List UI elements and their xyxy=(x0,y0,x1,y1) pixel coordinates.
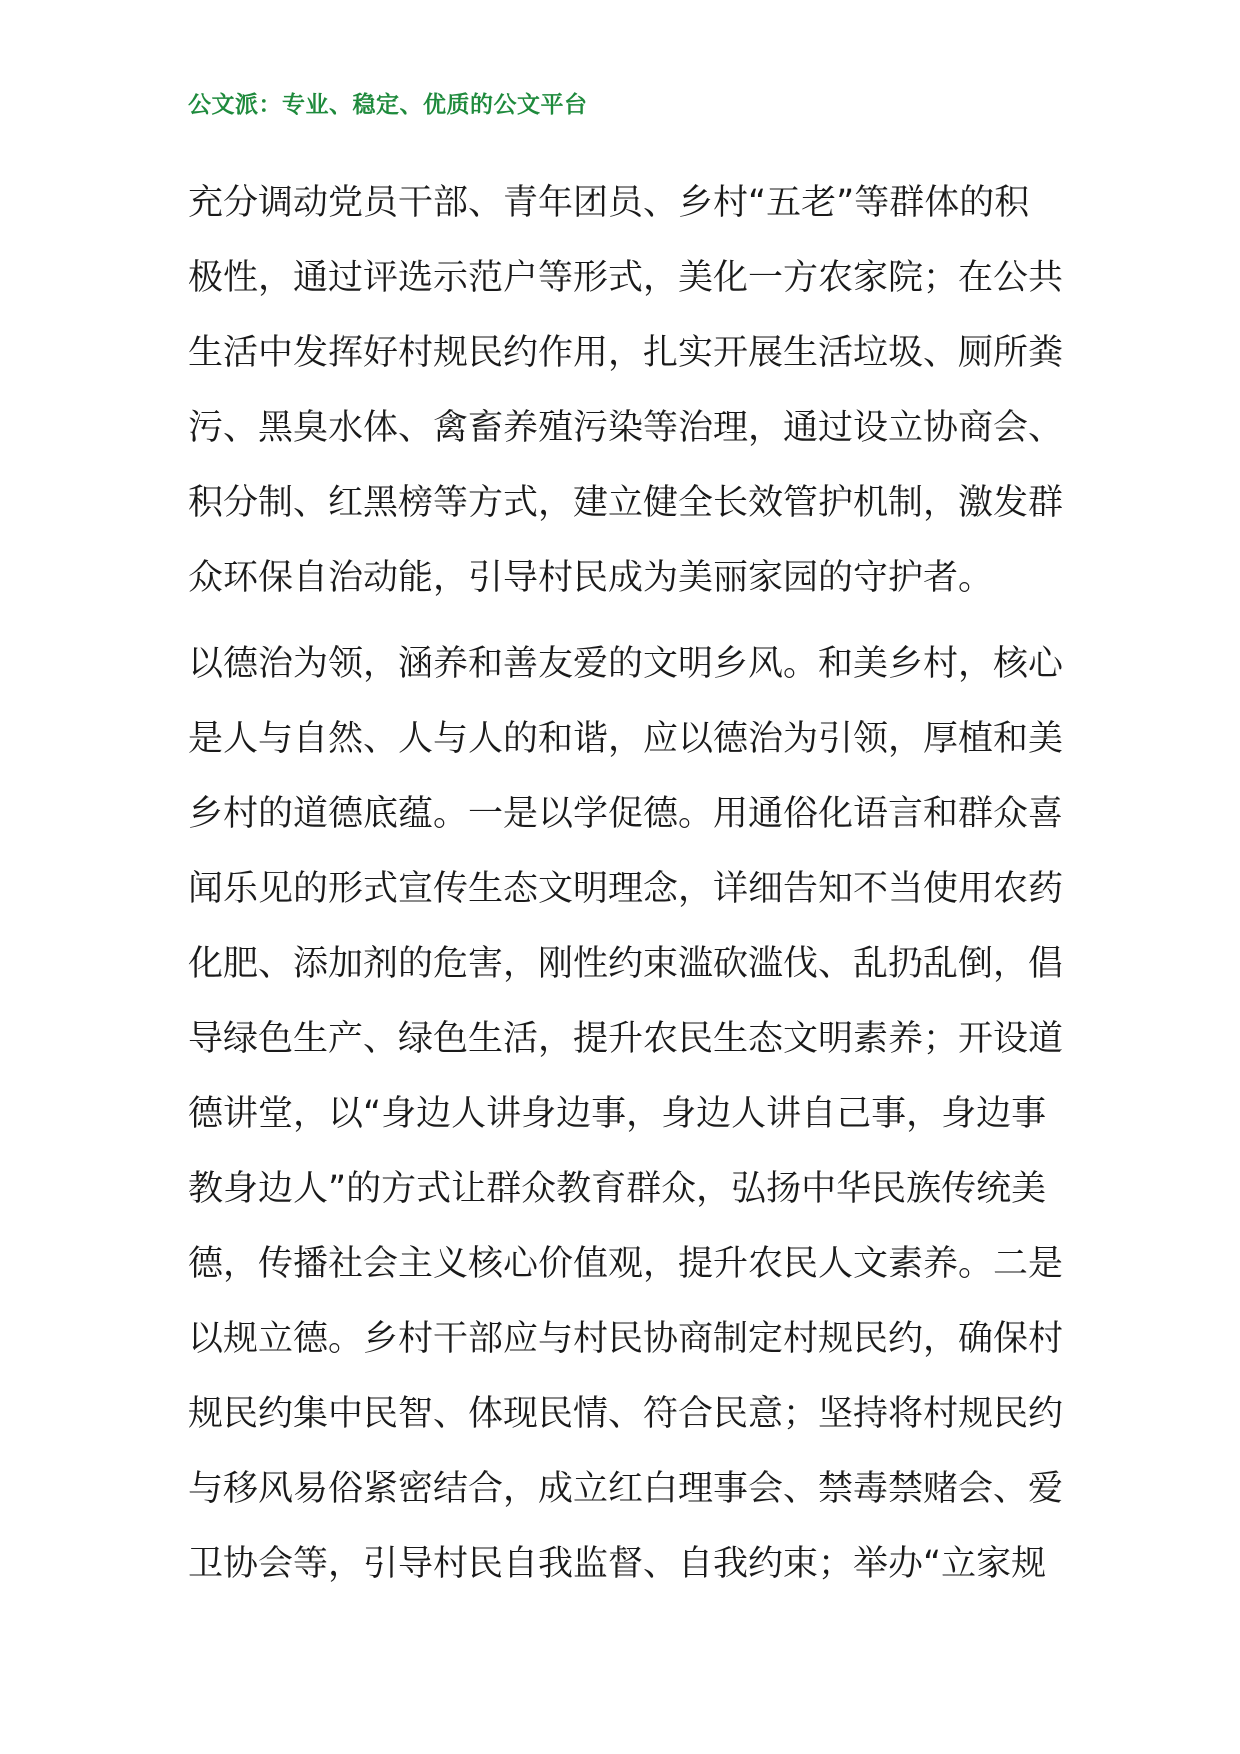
text-line: 与移风易俗紧密结合，成立红白理事会、禁毒禁赌会、爱 xyxy=(188,1469,1064,1509)
header-banner: 公文派：专业、稳定、优质的公文平台 xyxy=(188,92,588,118)
document-body xyxy=(188,166,1064,1602)
text-line: 众环保自治动能，引导村民成为美丽家园的守护者。 xyxy=(188,558,994,598)
text-line: 教身边人”的方式让群众教育群众，弘扬中华民族传统美 xyxy=(188,1169,1047,1209)
text-line: 污、黑臭水体、禽畜养殖污染等治理，通过设立协商会、 xyxy=(188,408,1064,448)
text-line: 德讲堂，以“身边人讲身边事，身边人讲自己事，身边事 xyxy=(188,1094,1047,1134)
paragraph-gap xyxy=(188,616,1054,627)
text-line: 积分制、红黑榜等方式，建立健全长效管护机制，激发群 xyxy=(188,483,1064,523)
text-line: 导绿色生产、绿色生活，提升农民生态文明素养；开设道 xyxy=(188,1019,1064,1059)
text-line: 充分调动党员干部、青年团员、乡村“五老”等群体的积 xyxy=(188,183,1030,223)
text-line: 卫协会等，引导村民自我监督、自我约束；举办“立家规 xyxy=(188,1544,1047,1584)
text-line: 乡村的道德底蕴。一是以学促德。用通俗化语言和群众喜 xyxy=(188,794,1064,834)
text-line: 是人与自然、人与人的和谐，应以德治为引领，厚植和美 xyxy=(188,719,1064,759)
text-line: 德，传播社会主义核心价值观，提升农民人文素养。二是 xyxy=(188,1244,1064,1284)
text-line: 闻乐见的形式宣传生态文明理念，详细告知不当使用农药 xyxy=(188,869,1064,909)
text-line: 极性，通过评选示范户等形式，美化一方农家院；在公共 xyxy=(188,258,1064,298)
paragraph-1 xyxy=(188,166,1064,616)
text-line: 以规立德。乡村干部应与村民协商制定村规民约，确保村 xyxy=(188,1319,1064,1359)
text-line: 以德治为领，涵养和善友爱的文明乡风。和美乡村，核心 xyxy=(188,644,1064,684)
text-line: 化肥、添加剂的危害，刚性约束滥砍滥伐、乱扔乱倒，倡 xyxy=(188,944,1064,984)
text-line: 规民约集中民智、体现民情、符合民意；坚持将村规民约 xyxy=(188,1394,1064,1434)
text-line: 生活中发挥好村规民约作用，扎实开展生活垃圾、厕所粪 xyxy=(188,333,1064,373)
paragraph-2 xyxy=(188,627,1064,1602)
